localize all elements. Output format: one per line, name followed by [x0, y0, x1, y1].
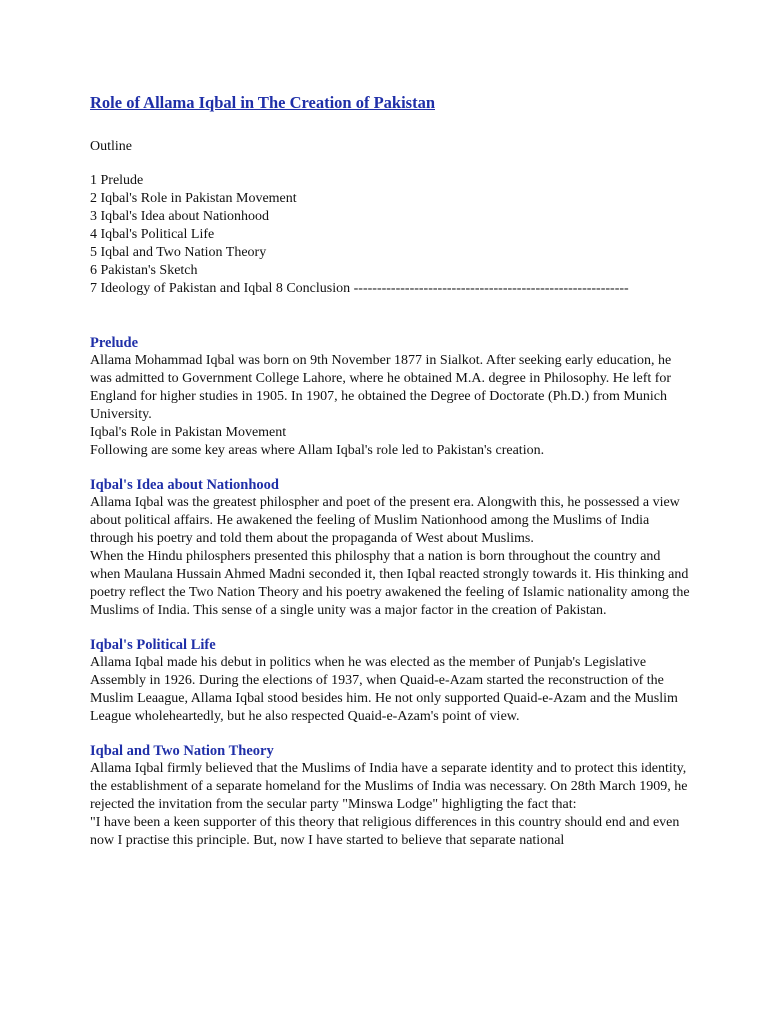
- section-two-nation-theory: [90, 742, 690, 850]
- outline-item: 5 Iqbal and Two Nation Theory: [90, 245, 267, 260]
- outline-list: [90, 172, 690, 298]
- paragraph: Iqbal's Role in Pakistan Movement: [90, 425, 287, 440]
- paragraph: When the Hindu philosphers presented this philosphy that a nation is born throughout the country and when Maulana Hussain Ahmed Madni seconded it, then Iqbal reacted strongly towards it. His thinking and poetry reflect the Two Nation Theory and his poetry awakened the feeling of Islamic nationality among the Muslims of India. This sense of a single unity was a major factor in the creation of Pakistan.: [90, 549, 690, 618]
- section-heading: Iqbal and Two Nation Theory: [90, 743, 274, 759]
- paragraph: "I have been a keen supporter of this theory that religious differences in this country should end and even now I practise this principle. But, now I have started to believe that separate national: [90, 815, 680, 848]
- section-heading: Prelude: [90, 335, 139, 351]
- section-prelude: [90, 334, 690, 460]
- outline-item: 6 Pakistan's Sketch: [90, 263, 198, 278]
- document-page: [90, 92, 690, 866]
- outline-item: 1 Prelude: [90, 173, 144, 188]
- outline-item: 3 Iqbal's Idea about Nationhood: [90, 209, 270, 224]
- document-title: Role of Allama Iqbal in The Creation of Pakistan: [90, 93, 436, 112]
- paragraph: Allama Mohammad Iqbal was born on 9th November 1877 in Sialkot. After seeking early education, he was admitted to Government College Lahore, where he obtained M.A. degree in Philosophy. He left for England for higher studies in 1905. In 1907, he obtained the Degree of Doctorate (Ph.D.) from Munich University.: [90, 353, 672, 422]
- outline-item: 4 Iqbal's Political Life: [90, 227, 215, 242]
- outline-item: 7 Ideology of Pakistan and Iqbal 8 Conclusion -----------------------------------------------------------: [90, 281, 629, 296]
- paragraph: Following are some key areas where Allam Iqbal's role led to Pakistan's creation.: [90, 443, 545, 458]
- section-heading: Iqbal's Political Life: [90, 637, 216, 653]
- outline-label: Outline: [90, 139, 132, 154]
- outline-item: 2 Iqbal's Role in Pakistan Movement: [90, 191, 297, 206]
- paragraph: Allama Iqbal made his debut in politics when he was elected as the member of Punjab's Legislative Assembly in 1926. During the elections of 1937, when Quaid-e-Azam started the reconstruction of the Muslim Leaague, Allama Iqbal stood besides him. He not only supported Quaid-e-Azam and the Muslim League wholeheartedly, but he also respected Quaid-e-Azam's point of view.: [90, 655, 678, 724]
- section-political-life: [90, 636, 690, 726]
- section-nationhood: [90, 476, 690, 620]
- section-heading: Iqbal's Idea about Nationhood: [90, 477, 279, 493]
- paragraph: Allama Iqbal was the greatest philospher and poet of the present era. Alongwith this, he possessed a view about political affairs. He awakened the feeling of Muslim Nationhood among the Muslims of India through his poetry and told them about the propaganda of West about Muslims.: [90, 495, 680, 546]
- paragraph: Allama Iqbal firmly believed that the Muslims of India have a separate identity and to protect this identity, the establishment of a separate homeland for the Muslims of India was necessary. On 28th March 1909, he rejected the invitation from the secular party "Minswa Lodge" highligting the fact that:: [90, 761, 688, 812]
